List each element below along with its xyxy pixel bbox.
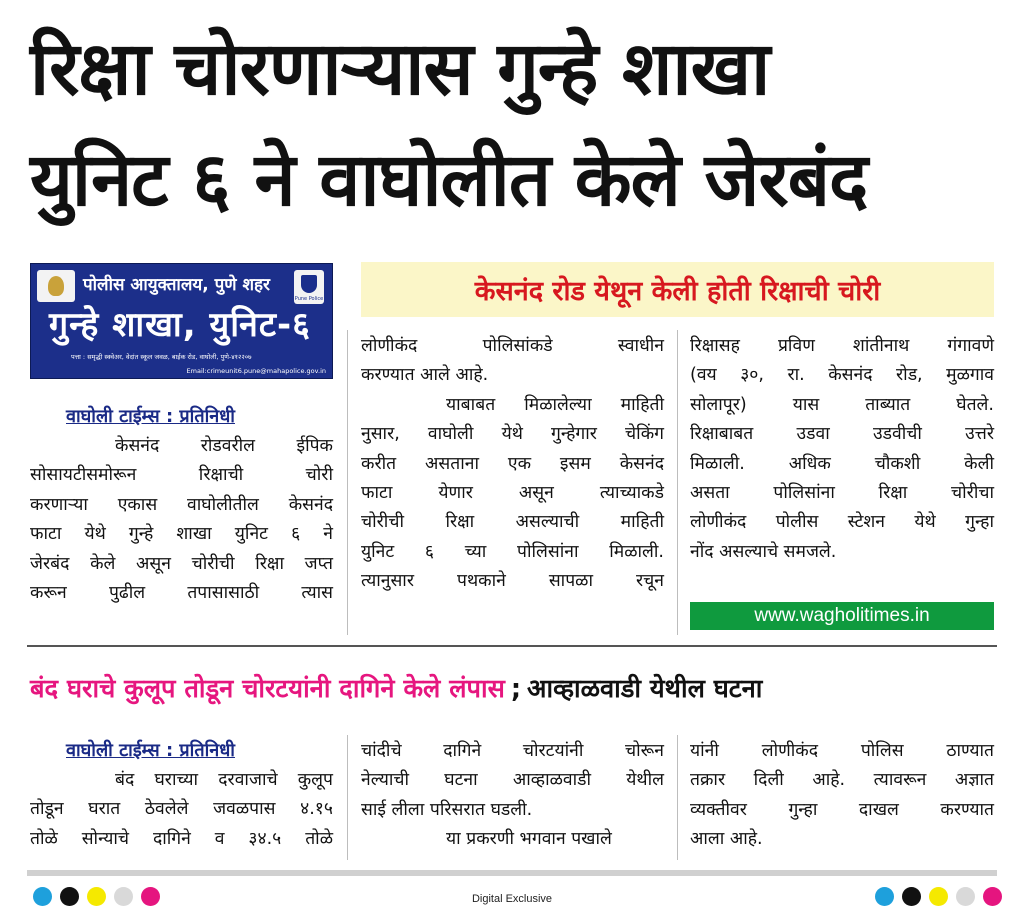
story2-byline: वाघोली टाईम्स : प्रतिनिधी: [66, 740, 235, 761]
registration-dot: [902, 887, 921, 906]
story1-column-1: [30, 432, 333, 608]
story2-headline-separator: ;: [510, 674, 522, 704]
text-line: जेरबंद केले असून चोरीची रिक्षा जप्त: [30, 553, 333, 574]
text-line: चोरीची रिक्षा असल्याची माहिती: [361, 512, 664, 533]
text-line: (वय ३०, रा. केसनंद रोड, मुळगाव: [690, 365, 994, 386]
text-line: व्यक्तीवर गुन्हा दाखल करण्यात: [690, 799, 994, 820]
text-line: आला आहे.: [690, 829, 763, 850]
text-line: याबाबत मिळालेल्या माहिती: [446, 394, 664, 415]
text-line: नेल्याची घटना आव्हाळवाडी येथील: [361, 770, 664, 791]
headline-line-1: रिक्षा चोरणाऱ्यास गुन्हे शाखा: [30, 26, 770, 112]
column-divider: [677, 735, 678, 860]
text-line: त्यानुसार पथकाने सापळा रचून: [361, 571, 664, 592]
column-divider: [347, 735, 348, 860]
text-line: फाटा येणार असून त्याच्याकडे: [361, 482, 664, 503]
story2-column-2: [361, 737, 664, 855]
story1-byline: वाघोली टाईम्स : प्रतिनिधी: [66, 406, 235, 427]
text-line: तक्रार दिली आहे. त्यावरून अज्ञात: [690, 770, 994, 791]
maharashtra-emblem-icon: [37, 270, 75, 302]
text-line: तोळे सोन्याचे दागिने व ३४.५ तोळे: [30, 828, 333, 849]
text-line: करण्यात आले आहे.: [361, 365, 489, 386]
story2-headline-main: बंद घराचे कुलूप तोडून चोरटयांनी दागिने केले लंपास: [30, 674, 505, 704]
footer-label: Digital Exclusive: [471, 893, 553, 905]
story1-subheading: केसनंद रोड येथून केली होती रिक्षाची चोरी: [361, 262, 994, 317]
registration-dot: [33, 887, 52, 906]
text-line: नोंद असल्याचे समजले.: [690, 541, 837, 562]
text-line: करून पुढील तपासासाठी त्यास: [30, 582, 333, 603]
text-line: करीत असताना एक इसम केसनंद: [361, 453, 664, 474]
registration-dot: [875, 887, 894, 906]
logo-top-text: पोलीस आयुक्तालय, पुणे शहर: [83, 275, 271, 295]
text-line: करणाऱ्या एकास वाघोलीतील केसनंद: [30, 494, 333, 515]
text-line: केसनंद रोडवरील ईपिक: [115, 436, 333, 456]
registration-dot: [114, 887, 133, 906]
registration-marks-left: [33, 887, 160, 906]
website-link[interactable]: www.wagholitimes.in: [690, 602, 994, 630]
text-line: नुसार, वाघोली येथे गुन्हेगार चेकिंग: [361, 424, 664, 445]
text-line: फाटा येथे गुन्हे शाखा युनिट ६ ने: [30, 524, 333, 545]
registration-dot: [929, 887, 948, 906]
text-line: चांदीचे दागिने चोरटयांनी चोरून: [361, 741, 664, 761]
text-line: साई लीला परिसरात घडली.: [361, 799, 533, 820]
story1-column-3: [690, 332, 994, 567]
story2-column-3: [690, 737, 994, 855]
registration-dot: [87, 887, 106, 906]
text-line: सोलापूर) यास ताब्यात घेतले.: [690, 394, 994, 415]
footer-bar: [27, 870, 997, 876]
text-line: रिक्षाबाबत उडवा उडवीची उत्तरे: [690, 424, 994, 445]
logo-address: पत्ता : समृद्धी स्क्वेअर, वेदांत स्कूल जवळ, बाईक रोड, वाघोली, पुणे-४१२२०७: [71, 353, 252, 361]
registration-dot: [141, 887, 160, 906]
registration-dot: [956, 887, 975, 906]
text-line: लोणीकंद पोलीस स्टेशन येथे गुन्हा: [690, 512, 994, 533]
badge-label: Pune Police: [294, 296, 324, 302]
story2-headline: [30, 671, 1000, 711]
logo-email: Email:crimeunit6.pune@mahapolice.gov.in: [186, 367, 326, 375]
text-line: सोसायटीसमोरून रिक्षाची चोरी: [30, 465, 333, 486]
story-divider: [27, 645, 997, 647]
column-divider: [677, 330, 678, 635]
text-line: तोडून घरात ठेवलेले जवळपास ४.१५: [30, 799, 333, 820]
pune-police-badge-icon: [294, 270, 324, 304]
text-line: असता पोलिसांना रिक्षा चोरीचा: [690, 482, 994, 503]
text-line: यांनी लोणीकंद पोलिस ठाण्यात: [690, 741, 994, 761]
registration-dot: [983, 887, 1002, 906]
text-line: लोणीकंद पोलिसांकडे स्वाधीन: [361, 336, 664, 356]
logo-main-text: गुन्हे शाखा, युनिट-६: [49, 305, 311, 345]
text-line: मिळाली. अधिक चौकशी केली: [690, 453, 994, 474]
crime-branch-logo: [30, 263, 333, 379]
registration-dot: [60, 887, 79, 906]
story2-column-1: [30, 766, 333, 854]
text-line: बंद घराच्या दरवाजाचे कुलूप: [115, 770, 333, 790]
registration-marks-right: [875, 887, 1002, 906]
story1-column-2: [361, 332, 664, 597]
headline-line-2: युनिट ६ ने वाघोलीत केले जेरबंद: [30, 137, 868, 223]
story2-headline-location: आव्हाळवाडी येथील घटना: [527, 674, 763, 704]
text-line: रिक्षासह प्रविण शांतीनाथ गंगावणे: [690, 336, 994, 356]
text-line: या प्रकरणी भगवान पखाले: [446, 829, 612, 850]
column-divider: [347, 330, 348, 635]
text-line: युनिट ६ च्या पोलिसांना मिळाली.: [361, 541, 664, 562]
